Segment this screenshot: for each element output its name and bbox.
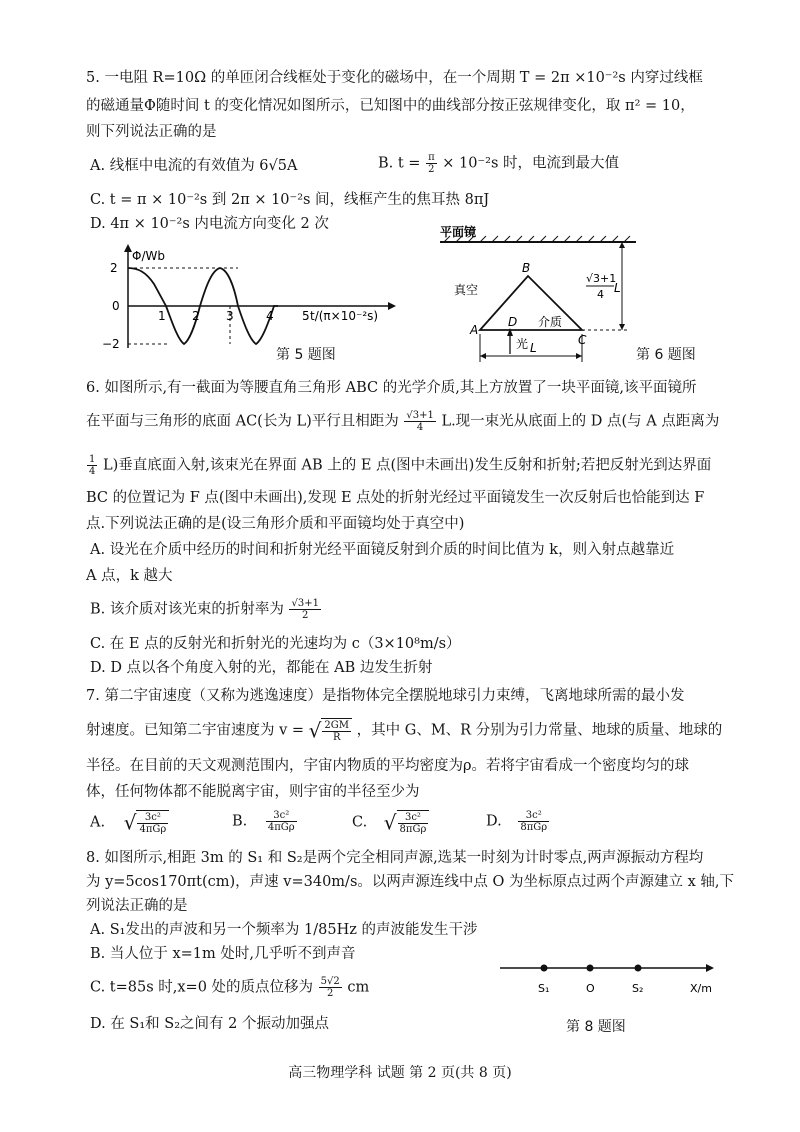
q5-option-c: C. t = π × 10⁻²s 到 2π × 10⁻²s 间，线框产生的焦耳热 8πJ bbox=[90, 192, 490, 208]
q8-stem-line1: 8. 如图所示,相距 3m 的 S₁ 和 S₂是两个完全相同声源,选某一时刻为计时零点,两声源振动方程均 bbox=[86, 850, 704, 866]
q8-x-axis-arrow bbox=[706, 964, 714, 972]
q7-option-b: B. $\frac{\text{3c²}}{\text{4πGρ}}$ bbox=[232, 810, 295, 833]
q8-axis-label: X/m bbox=[690, 982, 712, 995]
q5-stem-line3: 则下列说法正确的是 bbox=[86, 124, 217, 140]
q7-option-d: D. $\frac{\text{3c²}}{\text{8πGρ}}$ bbox=[486, 810, 548, 833]
q8-stem-line2: 为 y=5cos170πt(cm)，声速 v=340m/s。以两声源连线中点 O 为坐标原点过两个声源建立 x 轴,下 bbox=[86, 874, 734, 890]
q6-triangle bbox=[480, 276, 582, 330]
q5-y-axis-arrow bbox=[124, 244, 132, 252]
q7-option-c: C. √ $\frac{\text{3c²}}{\text{8πGρ}}$ bbox=[352, 810, 429, 835]
q5-y-axis-label: Φ/Wb bbox=[132, 249, 165, 263]
q6-point-b: B bbox=[522, 261, 531, 275]
q6-stem-line5: 点.下列说法正确的是(设三角形介质和平面镜均处于真空中) bbox=[86, 516, 465, 532]
q6-option-b: B. 该介质对该光束的折射率为 $\frac{√3+1}{2}$ bbox=[90, 598, 319, 621]
q6-point-c: C bbox=[578, 333, 587, 347]
q5-x-tick-2: 2 bbox=[192, 309, 200, 323]
q7-stem-line4: 体，任何物体都不能脱离宇宙，则宇宙的半径至少为 bbox=[86, 784, 420, 800]
q6-caption: 第 6 题图 bbox=[636, 347, 696, 363]
q6-stem-line1: 6. 如图所示,有一截面为等腰直角三角形 ABC 的光学介质,其上方放置了一块平面镜,该平面镜所 bbox=[86, 380, 697, 396]
q6-stem-line4: BC 的位置记为 F 点(图中未画出),发现 E 点处的折射光经过平面镜发生一次反射后也恰能到达 F bbox=[86, 490, 705, 506]
q8-source-s1-dot bbox=[541, 965, 548, 972]
q6-base-arrow-right bbox=[576, 353, 582, 359]
q5-x-tick-4: 4 bbox=[266, 309, 274, 323]
q6-base-label: L bbox=[530, 341, 537, 355]
q5-y-tick-0: 0 bbox=[112, 299, 120, 313]
q7-stem-line3: 半径。在目前的天文观测范围内，宇宙内物质的平均密度为ρ。若将宇宙看成一个密度均匀的球 bbox=[86, 758, 690, 774]
q6-height-num: √3+1 bbox=[586, 272, 617, 285]
q8-option-a: A. S₁发出的声波和另一个频率为 1/85Hz 的声波能发生干涉 bbox=[90, 922, 478, 938]
q8-stem-line3: 列说法正确的是 bbox=[86, 898, 188, 914]
q7-option-a: A. √ $\frac{\text{3c²}}{\text{4πGρ}}$ bbox=[90, 810, 169, 835]
q6-base-arrow-left bbox=[480, 353, 486, 359]
q8-option-d: D. 在 S₁和 S₂之间有 2 个振动加强点 bbox=[90, 1016, 329, 1032]
page-footer: 高三物理学科 试题 第 2 页(共 8 页) bbox=[288, 1065, 512, 1081]
q6-medium-label: 介质 bbox=[538, 315, 563, 329]
q6-option-d: D. D 点以各个角度入射的光，都能在 AB 边发生折射 bbox=[90, 660, 433, 676]
q5-x-tick-3: 3 bbox=[226, 309, 234, 323]
q6-option-a-line1: A. 设光在介质中经历的时间和折射光经平面镜反射到介质的时间比值为 k，则入射点越靠近 bbox=[90, 542, 675, 558]
q5-y-tick-2: 2 bbox=[110, 261, 118, 275]
q5-y-tick-neg2: −2 bbox=[102, 337, 120, 351]
q6-stem-line3: $\frac{1}{4}$ L)垂直底面入射,该束光在界面 AB 上的 E 点(图中未画出)发生反射和折射;若把反射光到达界面 bbox=[89, 454, 712, 477]
q6-point-d: D bbox=[508, 315, 518, 329]
q5-x-axis-arrow bbox=[388, 302, 396, 310]
q8-origin-dot bbox=[587, 965, 594, 972]
q5-x-tick-1: 1 bbox=[158, 309, 166, 323]
q6-height-arrow-bottom bbox=[619, 324, 625, 330]
q5-option-a: A. 线框中电流的有效值为 6√5A bbox=[90, 158, 298, 174]
q6-point-a: A bbox=[470, 323, 479, 337]
q5-flux-graph bbox=[88, 244, 408, 356]
q6-height-den: 4 bbox=[597, 288, 604, 301]
q6-option-a-line2: A 点，k 越大 bbox=[86, 568, 173, 584]
q8-option-b: B. 当人位于 x=1m 处时,几乎听不到声音 bbox=[90, 946, 356, 962]
q8-source-s2-dot bbox=[635, 965, 642, 972]
q8-caption: 第 8 题图 bbox=[566, 1019, 626, 1035]
q5-x-axis-label: t/(π×10⁻²s) bbox=[310, 309, 379, 323]
q7-stem-line1: 7. 第二宇宙速度（又称为逃逸速度）是指物体完全摆脱地球引力束缚，飞离地球所需的最小发 bbox=[86, 688, 685, 704]
q5-caption: 第 5 题图 bbox=[276, 347, 336, 363]
q8-label-s2: S₂ bbox=[632, 982, 644, 995]
q5-stem-line2: 的磁通量Φ随时间 t 的变化情况如图所示，已知图中的曲线部分按正弦规律变化，取 π² = 10， bbox=[86, 98, 695, 114]
q5-stem-line1: 5. 一电阻 R=10Ω 的单匝闭合线框处于变化的磁场中，在一个周期 T = 2π ×10⁻²s 内穿过线框 bbox=[86, 70, 703, 86]
q8-label-o: O bbox=[586, 982, 595, 995]
q8-option-c: C. t=85s 时,x=0 处的质点位移为 $\frac{5√2}{2}$ cm bbox=[90, 976, 370, 999]
q6-vacuum-label: 真空 bbox=[454, 283, 479, 297]
q6-option-c: C. 在 E 点的反射光和折射光的光速均为 c（3×10⁸m/s） bbox=[90, 636, 461, 652]
q5-option-b: B. t = $\frac{\pi}{2}$ × 10⁻²s 时，电流到最大值 bbox=[378, 152, 619, 175]
q7-stem-line2: 射速度。已知第二宇宙速度为 v = √ $\frac{2GM}{R}$ ，其中 G、M、R 分别为引力常量、地球的质量、地球的 bbox=[86, 718, 723, 743]
q5-option-d: D. 4π × 10⁻²s 内电流方向变化 2 次 bbox=[90, 216, 329, 232]
q5-x-tick-5: 5 bbox=[302, 309, 310, 323]
q8-axis-figure bbox=[494, 958, 730, 998]
q6-light-label: 光 bbox=[516, 337, 529, 351]
q6-stem-line2: 在平面与三角形的底面 AC(长为 L)平行且相距为 $\frac{√3+1}{4}$ L.现一束光从底面上的 D 点(与 A 点距离为 bbox=[86, 410, 720, 433]
q6-mirror-label: 平面镜 bbox=[440, 225, 477, 239]
q6-height-unit: L bbox=[614, 281, 621, 295]
q8-label-s1: S₁ bbox=[538, 982, 550, 995]
